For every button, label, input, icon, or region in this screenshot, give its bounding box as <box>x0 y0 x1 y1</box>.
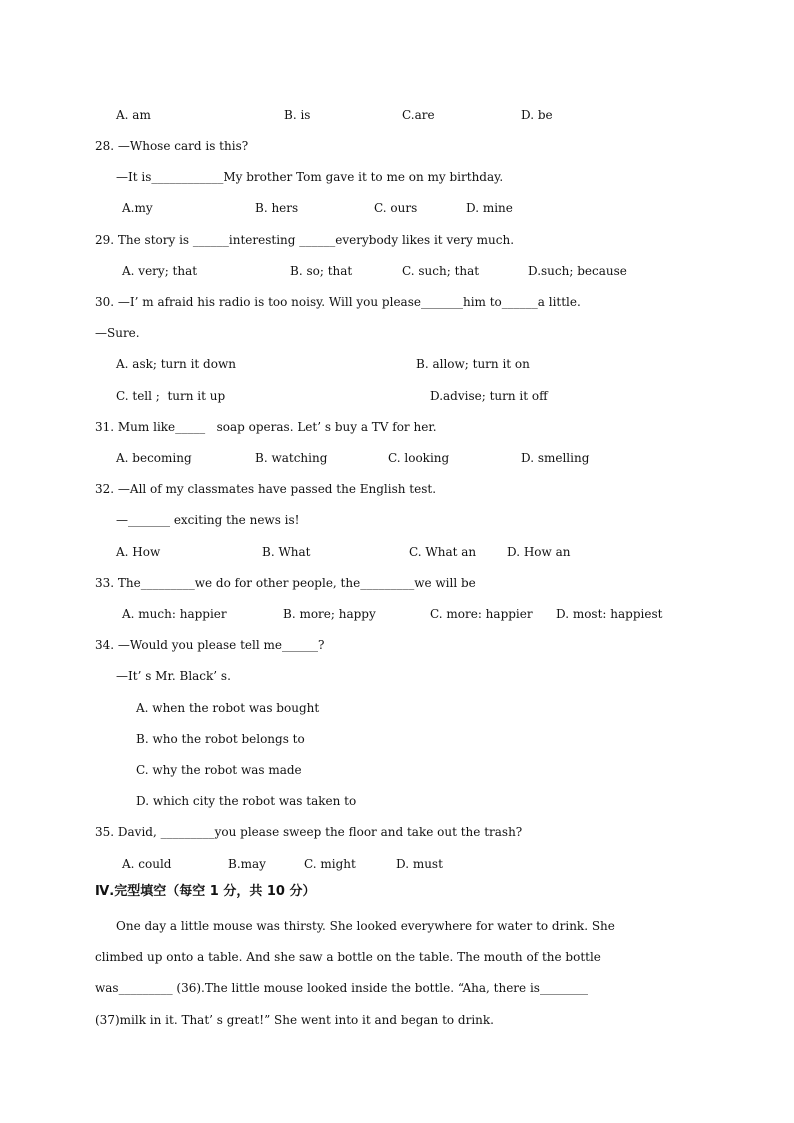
q30-reply: —Sure. <box>95 326 140 340</box>
q33-option-d: D. most: happiest <box>556 607 663 621</box>
q33-option-b: B. more; happy <box>283 607 376 621</box>
q32-reply: —_______ exciting the news is! <box>116 513 300 527</box>
q34-reply: —It’ s Mr. Black’ s. <box>116 669 231 683</box>
q29-option-b: B. so; that <box>290 264 353 278</box>
q27-option-d: D. be <box>521 108 553 122</box>
q35-option-b: B.may <box>228 857 266 871</box>
q30-option-c: C. tell ; turn it up <box>116 389 226 403</box>
passage-line: was_________ (36).The little mouse looked inside the bottle. “Aha, there is________ <box>95 981 588 995</box>
q28-option-b: B. hers <box>255 201 299 215</box>
q33-stem: 33. The_________we do for other people, the_________we will be <box>95 576 476 590</box>
q33-option-c: C. more: happier <box>430 607 533 621</box>
q34-option-c: C. why the robot was made <box>136 763 302 777</box>
q32-stem: 32. —All of my classmates have passed the English test. <box>95 482 437 496</box>
q28-reply: —It is____________My brother Tom gave it to me on my birthday. <box>116 170 504 184</box>
q35-stem: 35. David, _________you please sweep the floor and take out the trash? <box>95 825 523 839</box>
q30-option-b: B. allow; turn it on <box>416 357 530 371</box>
q31-stem: 31. Mum like_____ soap operas. Let’ s buy a TV for her. <box>95 420 437 434</box>
q34-stem: 34. —Would you please tell me______? <box>95 638 325 652</box>
q29-option-a: A. very; that <box>122 264 198 278</box>
q30-option-d: D.advise; turn it off <box>430 389 548 403</box>
q34-option-b: B. who the robot belongs to <box>136 732 305 746</box>
q32-option-b: B. What <box>262 545 311 559</box>
q32-option-c: C. What an <box>409 545 477 559</box>
q32-option-d: D. How an <box>507 545 571 559</box>
q29-option-d: D.such; because <box>528 264 627 278</box>
passage-line: (37)milk in it. That’ s great!” She went into it and began to drink. <box>95 1013 494 1027</box>
section-heading: Ⅳ.完型填空（每空 1 分，共 10 分） <box>95 884 316 899</box>
q28-option-d: D. mine <box>466 201 513 215</box>
q31-option-b: B. watching <box>255 451 328 465</box>
q27-option-b: B. is <box>284 108 311 122</box>
q31-option-a: A. becoming <box>116 451 192 465</box>
q34-option-a: A. when the robot was bought <box>136 701 320 715</box>
q28-option-c: C. ours <box>374 201 418 215</box>
q35-option-a: A. could <box>122 857 172 871</box>
passage-line: climbed up onto a table. And she saw a bottle on the table. The mouth of the bottle <box>95 950 601 964</box>
q30-option-a: A. ask; turn it down <box>116 357 236 371</box>
q28-option-a: A.my <box>122 201 153 215</box>
q29-option-c: C. such; that <box>402 264 480 278</box>
q31-option-c: C. looking <box>388 451 450 465</box>
q35-option-c: C. might <box>304 857 356 871</box>
q31-option-d: D. smelling <box>521 451 590 465</box>
q34-option-d: D. which city the robot was taken to <box>136 794 357 808</box>
q32-option-a: A. How <box>116 545 161 559</box>
q28-stem: 28. —Whose card is this? <box>95 139 249 153</box>
q30-stem: 30. —I’ m afraid his radio is too noisy. Will you please_______him to______a little. <box>95 295 581 309</box>
q29-stem: 29. The story is ______interesting ______everybody likes it very much. <box>95 233 515 247</box>
q27-option-a: A. am <box>116 108 151 122</box>
q27-option-c: C.are <box>402 108 435 122</box>
q33-option-a: A. much: happier <box>122 607 227 621</box>
passage-line: One day a little mouse was thirsty. She looked everywhere for water to drink. She <box>116 919 615 933</box>
q35-option-d: D. must <box>396 857 443 871</box>
